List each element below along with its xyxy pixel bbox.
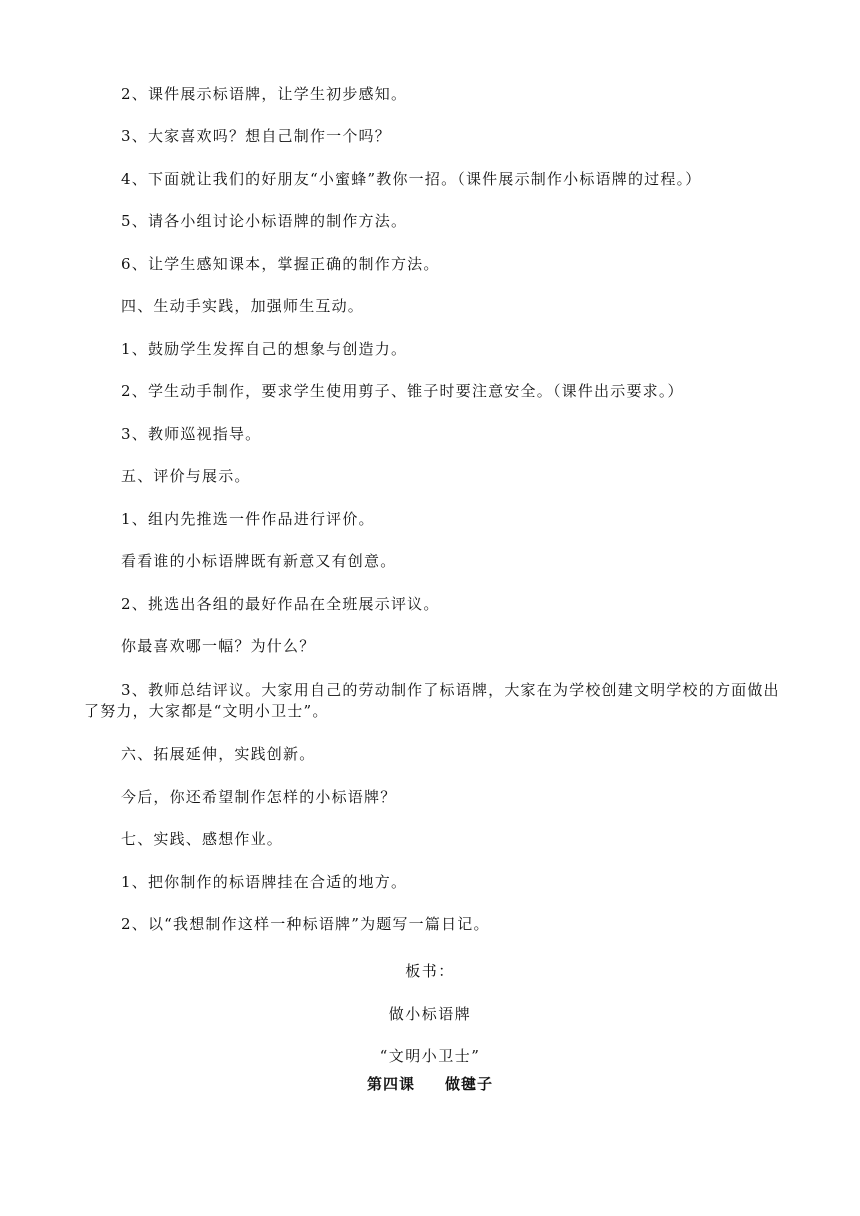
paragraph-multiline: 3、教师总结评议。大家用自己的劳动制作了标语牌，大家在为学校创建文明学校的方面做出了努力，大家都是“文明小卫士”。: [84, 681, 780, 720]
paragraph: 2、以“我想制作这样一种标语牌”为题写一篇日记。: [121, 915, 490, 933]
paragraph: 2、学生动手制作，要求学生使用剪子、锥子时要注意安全。（课件出示要求。）: [121, 382, 684, 400]
paragraph: 2、课件展示标语牌，让学生初步感知。: [121, 85, 408, 103]
section-heading: 七、实践、感想作业。: [121, 830, 284, 848]
section-heading: 四、生动手实践，加强师生互动。: [121, 297, 365, 315]
paragraph: 1、组内先推选一件作品进行评价。: [121, 510, 375, 528]
paragraph: 5、请各小组讨论小标语牌的制作方法。: [121, 212, 408, 230]
next-lesson-heading: [0, 1073, 860, 1095]
paragraph: 3、教师巡视指导。: [121, 425, 262, 443]
paragraph: 你最喜欢哪一幅？为什么？: [121, 637, 316, 655]
lesson-title: 做毽子: [445, 1075, 494, 1093]
paragraph: 1、鼓励学生发挥自己的想象与创造力。: [121, 340, 408, 358]
paragraph: 看看谁的小标语牌既有新意又有创意。: [121, 552, 397, 570]
board-subtitle: “文明小卫士”: [379, 1047, 481, 1065]
paragraph: 4、下面就让我们的好朋友“小蜜蜂”教你一招。（课件展示制作小标语牌的过程。）: [121, 170, 702, 188]
paragraph: 今后，你还希望制作怎样的小标语牌？: [121, 788, 397, 806]
paragraph: 1、把你制作的标语牌挂在合适的地方。: [121, 873, 408, 891]
paragraph: 2、挑选出各组的最好作品在全班展示评议。: [121, 595, 440, 613]
board-label: 板书：: [405, 962, 455, 980]
section-heading: 五、评价与展示。: [121, 467, 251, 485]
board-title: 做小标语牌: [388, 1005, 472, 1023]
paragraph: 3、大家喜欢吗？想自己制作一个吗？: [121, 127, 391, 145]
section-heading: 六、拓展延伸，实践创新。: [121, 745, 316, 763]
paragraph: 6、让学生感知课本，掌握正确的制作方法。: [121, 255, 440, 273]
lesson-number: 第四课: [366, 1075, 415, 1093]
